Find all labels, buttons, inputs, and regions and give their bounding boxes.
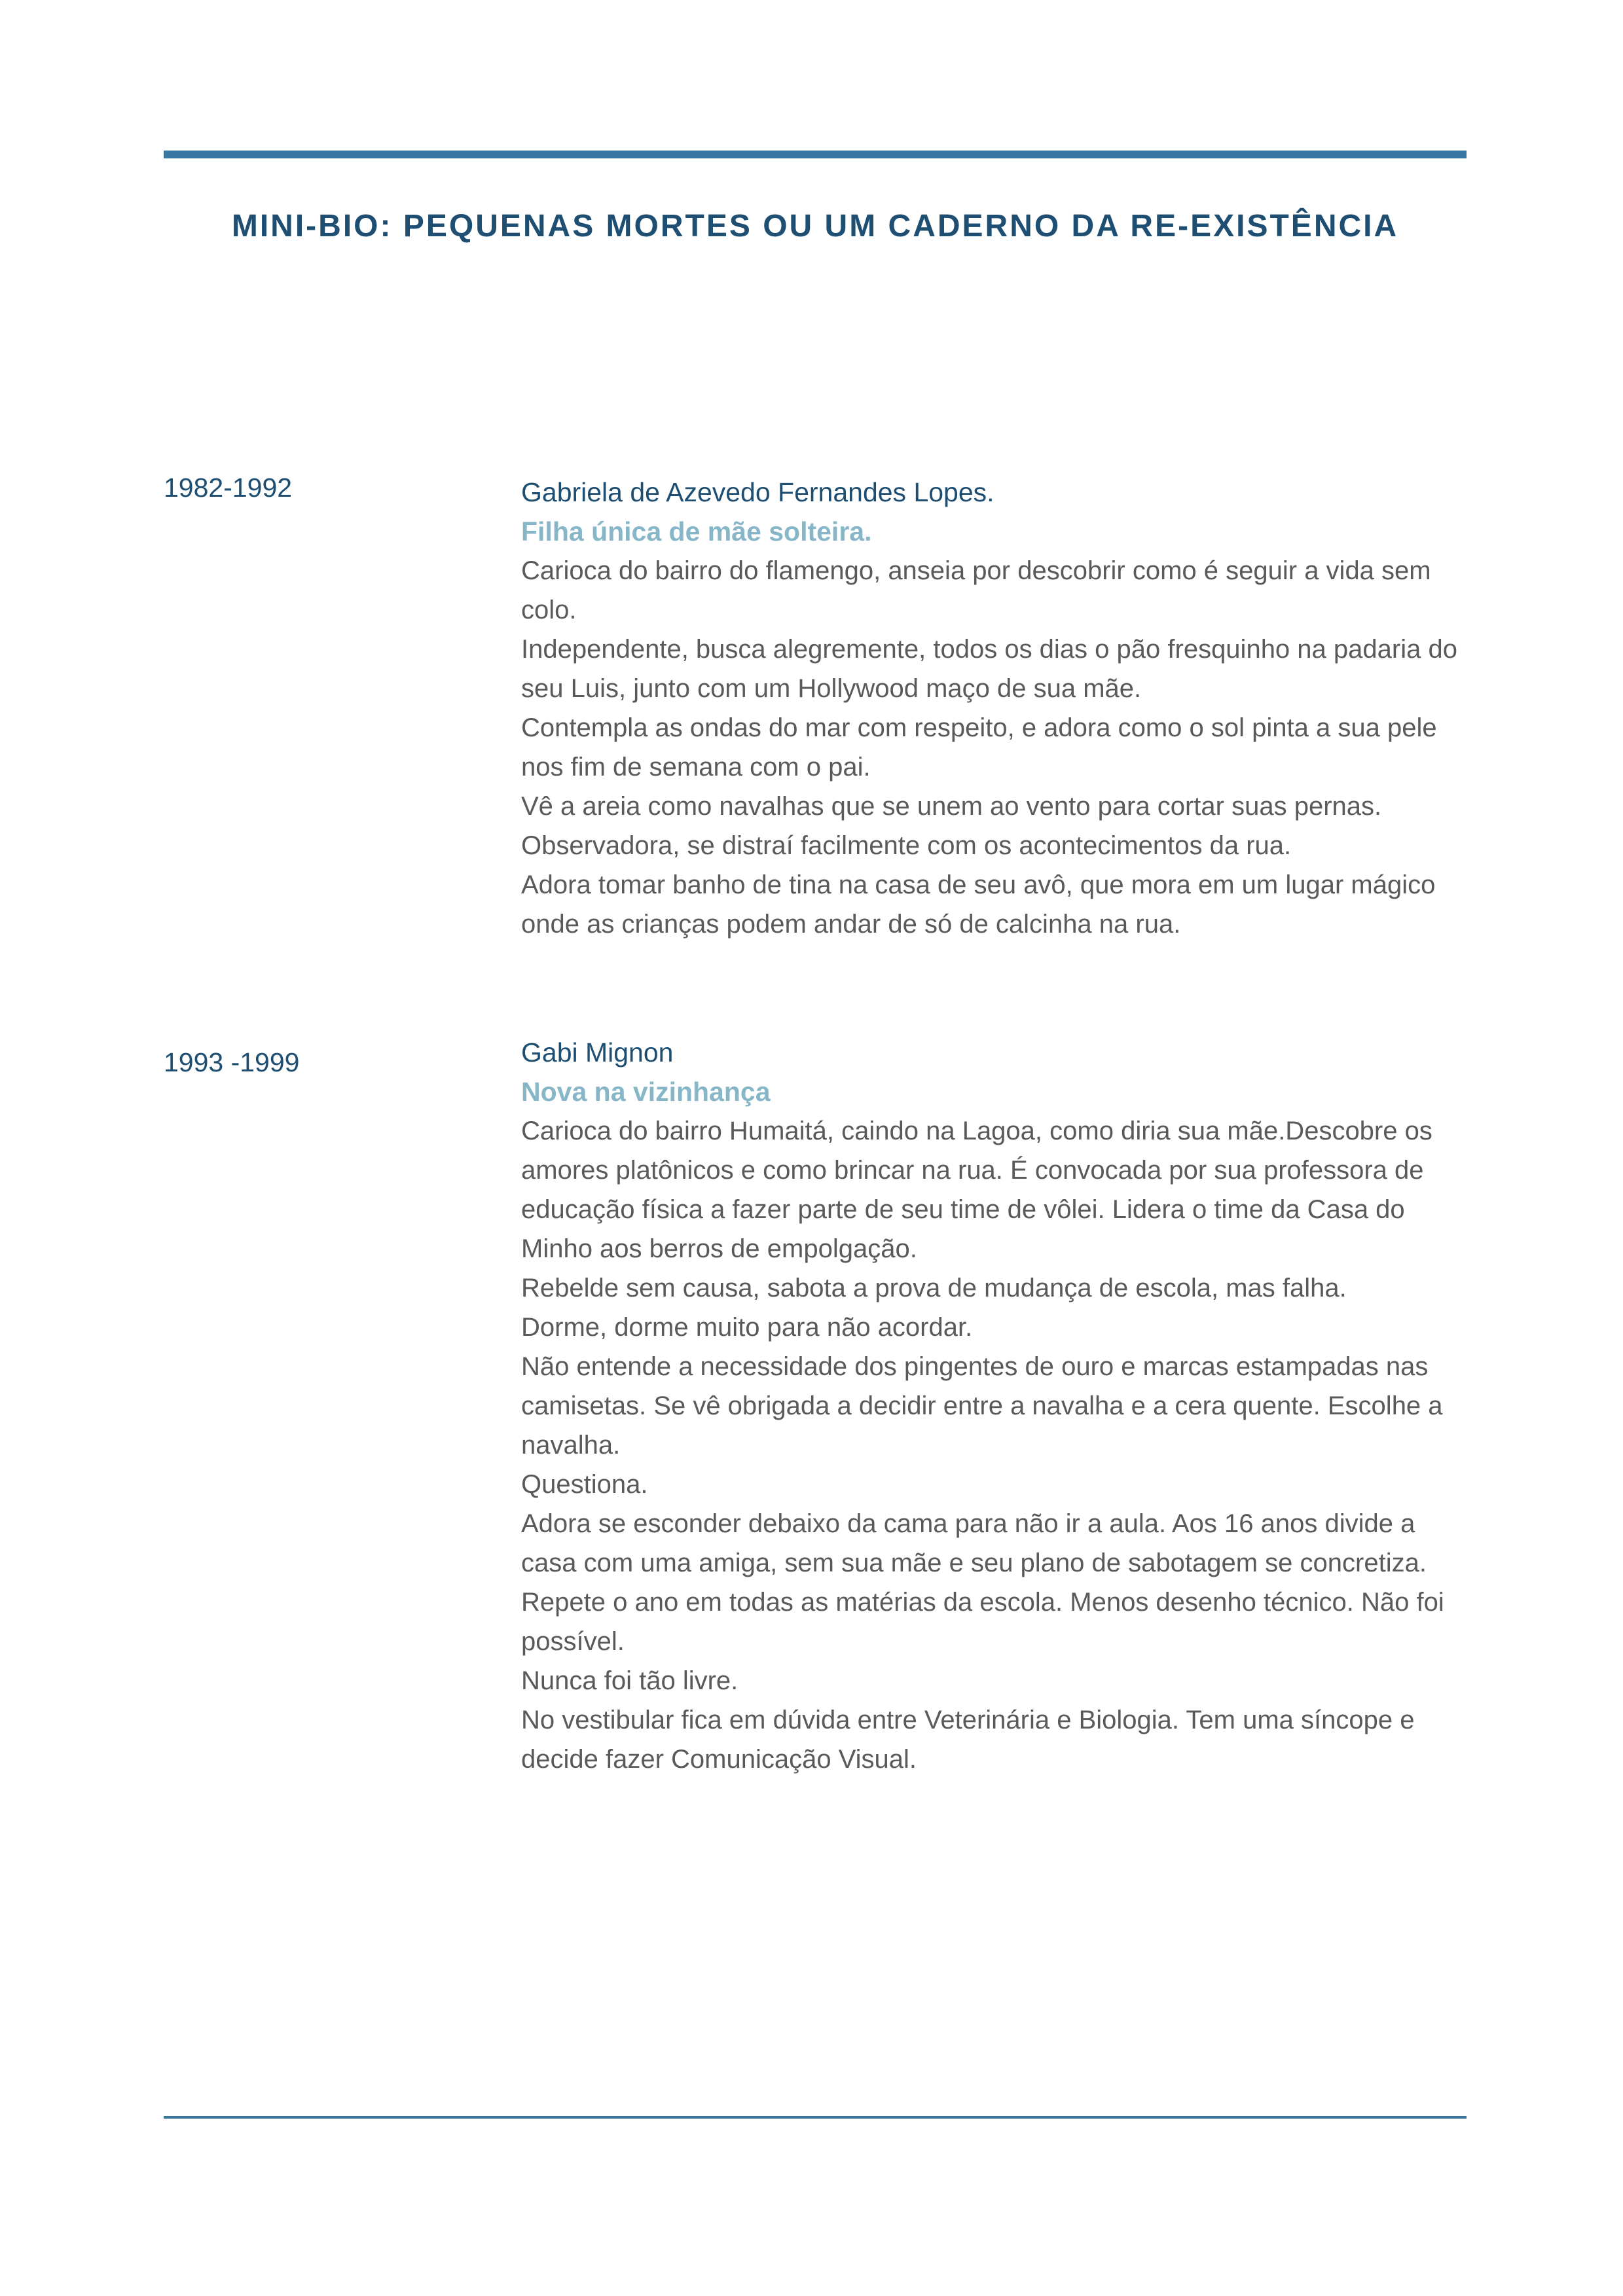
- paragraph: Adora se esconder debaixo da cama para não ir a aula. Aos 16 anos divide a casa com uma amiga, sem sua mãe e seu plano de sabotagem se concretiza.: [521, 1509, 1427, 1577]
- paragraph: Observadora, se distraí facilmente com os acontecimentos da rua.: [521, 831, 1292, 860]
- section-name: Gabriela de Azevedo Fernandes Lopes.: [521, 477, 994, 507]
- paragraph: Questiona.: [521, 1470, 648, 1499]
- paragraph: Não entende a necessidade dos pingentes de ouro e marcas estampadas nas camisetas. Se vê obrigada a decidir entre a navalha e a cera quente. Escolhe a navalha.: [521, 1352, 1443, 1460]
- paragraph: Vê a areia como navalhas que se unem ao vento para cortar suas pernas.: [521, 792, 1382, 821]
- section-name: Gabi Mignon: [521, 1037, 674, 1067]
- section-content: [521, 473, 1477, 944]
- paragraph: Dorme, dorme muito para não acordar.: [521, 1313, 973, 1342]
- paragraph: Independente, busca alegremente, todos os dias o pão fresquinho na padaria do seu Luis, junto com um Hollywood maço de sua mãe.: [521, 635, 1457, 703]
- section-subtitle: Filha única de mãe solteira.: [521, 516, 872, 547]
- paragraph: Repete o ano em todas as matérias da escola. Menos desenho técnico. Não foi possível.: [521, 1588, 1444, 1656]
- paragraph: Carioca do bairro Humaitá, caindo na Lagoa, como diria sua mãe.Descobre os amores platônicos e como brincar na rua. É convocada por sua professora de educação física a fazer parte de seu time de vôlei. Lidera o time da Casa do Minho aos berros de empolgação.: [521, 1117, 1432, 1263]
- section-subtitle: Nova na vizinhança: [521, 1077, 771, 1107]
- top-divider: [164, 151, 1467, 158]
- paragraph: No vestibular fica em dúvida entre Veterinária e Biologia. Tem uma síncope e decide fazer Comunicação Visual.: [521, 1706, 1415, 1774]
- paragraph: Nunca foi tão livre.: [521, 1666, 739, 1695]
- section-content: [521, 1033, 1477, 1779]
- bottom-divider: [164, 2116, 1467, 2119]
- section-period: 1982-1992: [164, 473, 293, 503]
- paragraph: Contempla as ondas do mar com respeito, e adora como o sol pinta a sua pele nos fim de semana com o pai.: [521, 713, 1437, 781]
- paragraph: Rebelde sem causa, sabota a prova de mudança de escola, mas falha.: [521, 1274, 1347, 1302]
- paragraph: Adora tomar banho de tina na casa de seu avô, que mora em um lugar mágico onde as crianças podem andar de só de calcinha na rua.: [521, 870, 1436, 939]
- document-title: MINI-BIO: PEQUENAS MORTES OU UM CADERNO DA RE-EXISTÊNCIA: [231, 209, 1399, 243]
- section-period: 1993 -1999: [164, 1047, 300, 1077]
- paragraph: Carioca do bairro do flamengo, anseia por descobrir como é seguir a vida sem colo.: [521, 556, 1431, 624]
